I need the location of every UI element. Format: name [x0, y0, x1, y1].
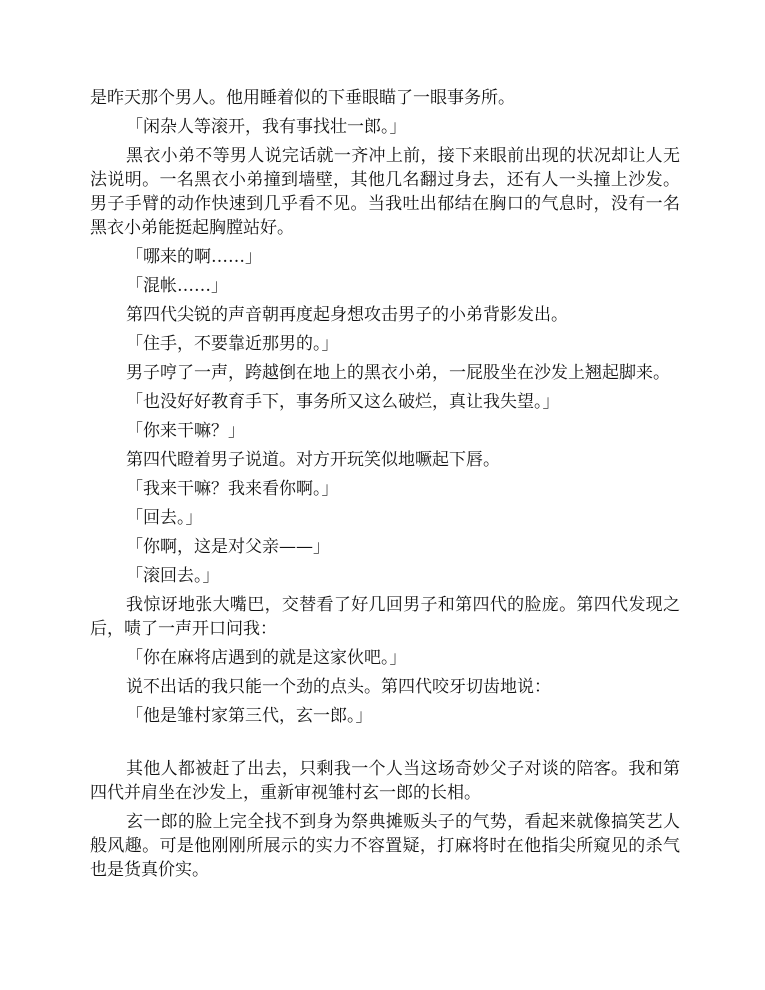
paragraph: 是昨天那个男人。他用睡着似的下垂眼瞄了一眼事务所。: [90, 88, 515, 108]
paragraph: 其他人都被赶了出去，只剩我一个人当这场奇妙父子对谈的陪客。我和第四代并肩坐在沙发上，重新审视雏村玄一郎的长相。: [90, 759, 680, 803]
paragraph: 「哪来的啊……」: [126, 247, 262, 267]
paragraph: 「他是雏村家第三代，玄一郎。」: [126, 706, 373, 726]
paragraph: 「回去。」: [126, 508, 203, 528]
paragraph: 「也没好好教育手下，事务所又这么破烂，真让我失望。」: [126, 392, 560, 412]
document-page: [90, 86, 680, 887]
section-break: [90, 733, 680, 757]
paragraph: 说不出话的我只能一个劲的点头。第四代咬牙切齿地说：: [126, 677, 551, 697]
paragraph: 男子哼了一声，跨越倒在地上的黑衣小弟，一屁股坐在沙发上翘起脚来。: [126, 363, 670, 383]
paragraph: 黑衣小弟不等男人说完话就一齐冲上前，接下来眼前出现的状况却让人无法说明。一名黑衣小弟撞到墙壁，其他几名翻过身去，还有人一头撞上沙发。男子手臂的动作快速到几乎看不见。当我吐出郁结在胸口的气息时，没有一名黑衣小弟能挺起胸膛站好。: [90, 146, 680, 238]
paragraph: 「你啊，这是对父亲——」: [126, 537, 330, 557]
paragraph: 「你在麻将店遇到的就是这家伙吧。」: [126, 648, 407, 668]
paragraph: 「闲杂人等滚开，我有事找壮一郎。」: [126, 117, 407, 137]
paragraph: 「你来干嘛？」: [126, 421, 245, 441]
paragraph: 玄一郎的脸上完全找不到身为祭典摊贩头子的气势，看起来就像搞笑艺人般风趣。可是他刚刚所展示的实力不容置疑，打麻将时在他指尖所窥见的杀气也是货真价实。: [90, 812, 680, 880]
paragraph: 第四代瞪着男子说道。对方开玩笑似地噘起下唇。: [126, 450, 500, 470]
paragraph: 我惊讶地张大嘴巴，交替看了好几回男子和第四代的脸庞。第四代发现之后，啧了一声开口问我：: [90, 595, 680, 639]
paragraph: 「我来干嘛？我来看你啊。」: [126, 479, 339, 499]
paragraph: 「住手，不要靠近那男的。」: [126, 334, 339, 354]
paragraph: 第四代尖锐的声音朝再度起身想攻击男子的小弟背影发出。: [126, 305, 568, 325]
paragraph: 「滚回去。」: [126, 566, 220, 586]
paragraph: 「混帐……」: [126, 276, 228, 296]
